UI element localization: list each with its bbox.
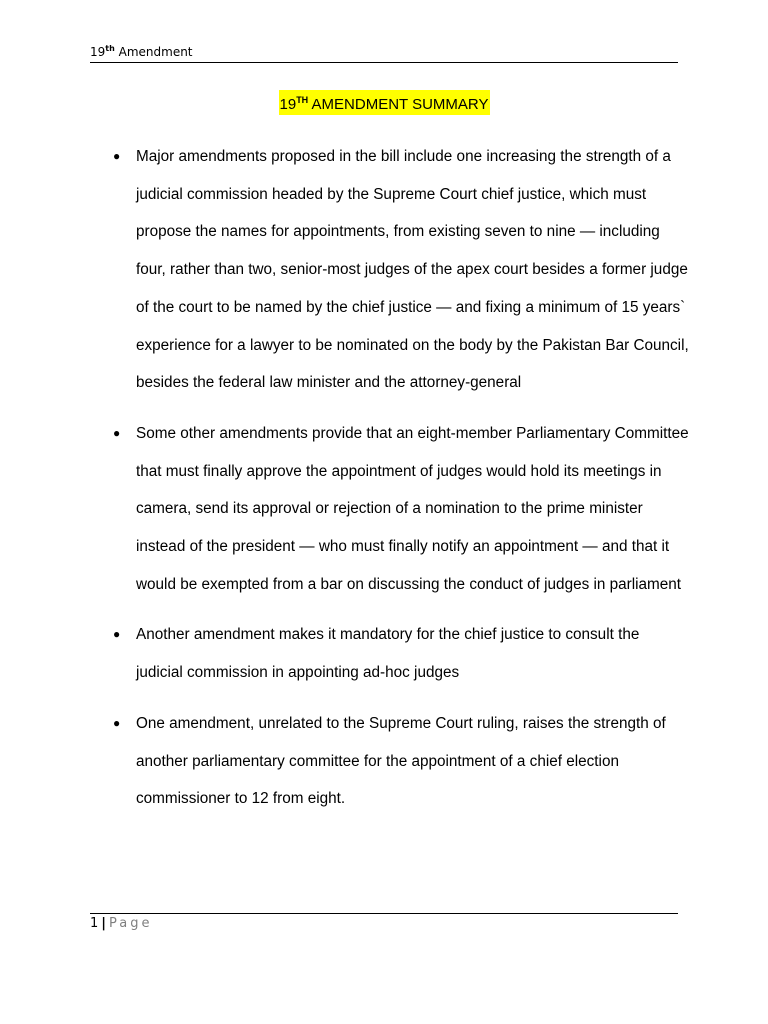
document-heading [0, 90, 768, 115]
header-title-number: 19 [90, 45, 106, 59]
page-label: Page [109, 916, 153, 931]
heading-text: AMENDMENT SUMMARY [308, 96, 489, 113]
page-footer [90, 913, 678, 931]
heading-number: 19 [279, 96, 297, 113]
bullet-text: Some other amendments provide that an eight-member Parliamentary Committee that must finally approve the appointment of judges would hold its meetings in camera, send its approval or rejection of a nomination to the prime minister instead of the president — who must finally notify an appointment — and that it would be exempted from a bar on discussing the conduct of judges in parliament [136, 424, 689, 593]
bullet-dot-icon: ● [113, 627, 121, 642]
page-header [90, 44, 678, 63]
bullet-item [110, 138, 690, 402]
footer-separator: | [101, 916, 107, 931]
bullet-text: Major amendments proposed in the bill include one increasing the strength of a judicial commission headed by the Supreme Court chief justice, which must propose the names for appointments, from existing seven to nine — including four, rather than two, senior-most judges of the apex court besides a former judge of the court to be named by the chief justice — and fixing a minimum of 15 years` experience for a lawyer to be nominated on the body by the Pakistan Bar Council, besides the federal law minister and the attorney-general [136, 148, 689, 392]
heading-superscript: TH [296, 95, 309, 105]
bullet-dot-icon: ● [113, 425, 121, 440]
bullet-item [110, 415, 690, 604]
bullet-text: Another amendment makes it mandatory for the chief justice to consult the judicial commission in appointing ad-hoc judges [136, 626, 640, 682]
bullet-dot-icon: ● [113, 149, 121, 163]
header-title-text: Amendment [114, 45, 193, 59]
bullet-dot-icon: ● [113, 715, 121, 730]
bullet-item [110, 616, 690, 691]
bullet-list [110, 138, 690, 831]
highlighted-heading [279, 90, 490, 115]
page-number: 1 [90, 916, 99, 931]
bullet-item [110, 705, 690, 818]
header-title-superscript: th [105, 44, 115, 53]
bullet-text: One amendment, unrelated to the Supreme Court ruling, raises the strength of another parliamentary committee for the appointment of a chief election commissioner to 12 from eight. [136, 714, 666, 808]
